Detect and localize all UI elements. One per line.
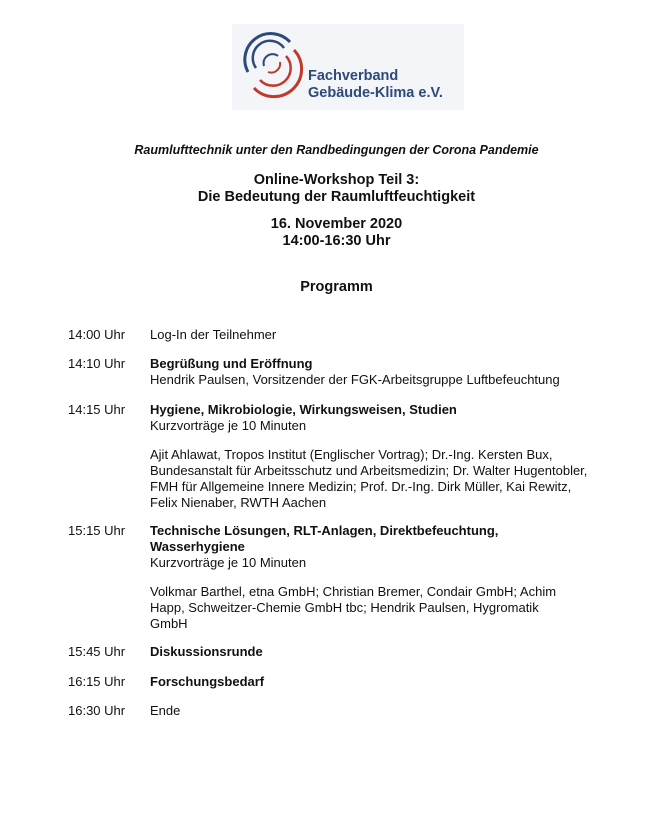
event-date: 16. November 2020	[270, 216, 403, 232]
subtitle: Raumlufttechnik unter den Randbedingungen der Corona Pandemie	[134, 143, 539, 157]
agenda-title: Diskussionsrunde	[150, 644, 263, 659]
event-time: 14:00-16:30 Uhr	[282, 233, 391, 249]
agenda-time: 15:45 Uhr	[68, 644, 126, 659]
agenda-text: Hendrik Paulsen, Vorsitzender der FGK-Arbeitsgruppe Luftbefeuchtung	[150, 372, 560, 387]
agenda-text: Kurzvorträge je 10 Minuten	[150, 555, 307, 570]
workshop-line2: Die Bedeutung der Raumluftfeuchtigkeit	[197, 189, 476, 205]
agenda-time: 14:00 Uhr	[68, 327, 126, 342]
agenda-time: 14:10 Uhr	[68, 356, 126, 371]
workshop-line1: Online-Workshop Teil 3:	[253, 172, 420, 188]
agenda-title: Begrüßung und Eröffnung	[150, 356, 313, 371]
logo-rings-icon	[240, 28, 304, 100]
logo	[232, 24, 464, 110]
logo-line2: Gebäude-Klima e.V.	[308, 85, 443, 101]
agenda-time: 16:30 Uhr	[68, 703, 126, 718]
agenda-speakers: Volkmar Barthel, etna GmbH; Christian Bremer, Condair GmbH; Achim Happ, Schweitzer-Chemie GmbH tbc; Hendrik Paulsen, Hygromatik GmbH	[150, 584, 557, 631]
agenda-text: Ende	[150, 703, 181, 718]
agenda-title: Technische Lösungen, RLT-Anlagen, Direktbefeuchtung, Wasserhygiene	[150, 523, 499, 554]
logo-line1: Fachverband	[308, 68, 399, 84]
agenda-time: 16:15 Uhr	[68, 674, 126, 689]
agenda-speakers: Ajit Ahlawat, Tropos Institut (Englischer Vortrag); Dr.-Ing. Kersten Bux, Bundesanstalt für Arbeitsschutz und Arbeitsmedizin; Dr. Walter Hugentobler, FMH für Allgemeine Innere Medizin; Prof. Dr.-Ing. Dirk Müller, Kai Rewitz, Felix Nienaber, RWTH Aachen	[150, 447, 588, 510]
agenda-title: Hygiene, Mikrobiologie, Wirkungsweisen, Studien	[150, 402, 457, 417]
agenda-title: Forschungsbedarf	[150, 674, 265, 689]
agenda-time: 14:15 Uhr	[68, 402, 126, 417]
programm-heading: Programm	[300, 279, 373, 295]
agenda-text: Kurzvorträge je 10 Minuten	[150, 418, 307, 433]
agenda-text: Log-In der Teilnehmer	[150, 327, 277, 342]
agenda-time: 15:15 Uhr	[68, 523, 126, 538]
